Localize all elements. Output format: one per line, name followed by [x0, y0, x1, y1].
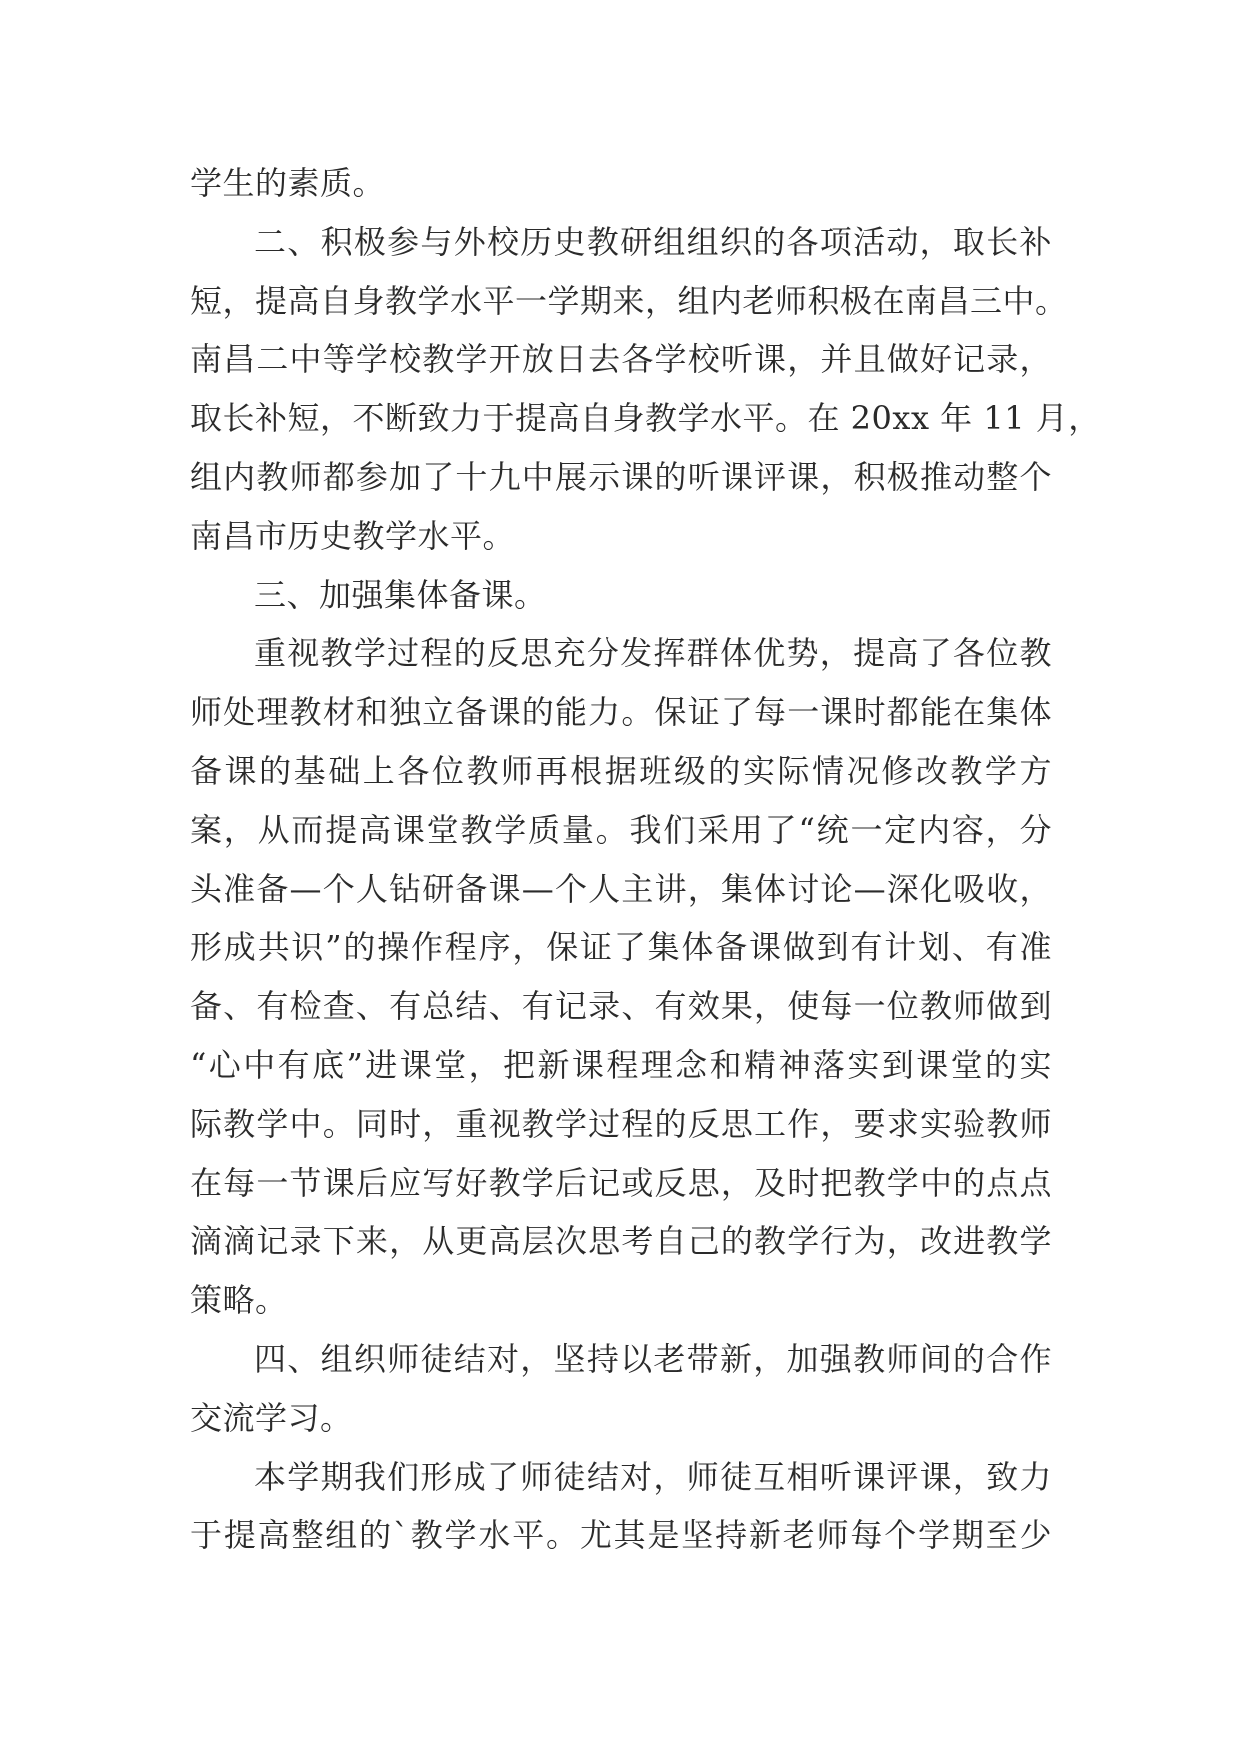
- section-heading-4: 四、组织师徒结对，坚持以老带新，加强教师间的合作: [254, 1339, 1052, 1378]
- text-line-22: 交流学习。: [190, 1398, 353, 1437]
- paragraph-start-line: 重视教学过程的反思充分发挥群体优势，提高了各位教: [254, 634, 1052, 673]
- text-line-15: 备、有检查、有总结、有记录、有效果，使每一位教师做到: [190, 987, 1052, 1026]
- text-line-3: 短，提高自身教学水平一学期来，组内老师积极在南昌三中。: [190, 281, 1068, 320]
- paragraph-start-line-2: 本学期我们形成了师徒结对，师徒互相听课评课，致力: [254, 1457, 1052, 1496]
- document-body: [190, 154, 1101, 1565]
- text-line-16: “心中有底”进课堂，把新课程理念和精神落实到课堂的实: [190, 1045, 1052, 1084]
- text-line-13: 头准备—个人钻研备课—个人主讲，集体讨论—深化吸收，: [190, 869, 1052, 908]
- text-line-20: 策略。: [190, 1281, 288, 1320]
- text-line-24: 于提高整组的`教学水平。尤其是坚持新老师每个学期至少: [190, 1516, 1052, 1555]
- text-line-14: 形成共识”的操作程序，保证了集体备课做到有计划、有准: [190, 928, 1052, 967]
- text-line-1: 学生的素质。: [190, 164, 386, 202]
- text-line-6: 组内教师都参加了十九中展示课的听课评课，积极推动整个: [190, 457, 1052, 496]
- text-line-11: 备课的基础上各位教师再根据班级的实际情况修改教学方: [190, 751, 1052, 790]
- section-heading-2: 二、积极参与外校历史教研组组织的各项活动，取长补: [254, 222, 1052, 261]
- text-line-7: 南昌市历史教学水平。: [190, 516, 516, 555]
- text-line-12: 案，从而提高课堂教学质量。我们采用了“统一定内容，分: [190, 810, 1052, 849]
- text-line-5: 取长补短，不断致力于提高自身教学水平。在 20xx 年 11 月，: [190, 399, 1101, 438]
- text-line-17: 际教学中。同时，重视教学过程的反思工作，要求实验教师: [190, 1104, 1052, 1143]
- text-line-10: 师处理教材和独立备课的能力。保证了每一课时都能在集体: [190, 693, 1052, 732]
- text-line-4: 南昌二中等学校教学开放日去各学校听课，并且做好记录，: [190, 340, 1052, 379]
- text-line-18: 在每一节课后应写好教学后记或反思，及时把教学中的点点: [190, 1163, 1052, 1202]
- section-heading-3: 三、加强集体备课。: [254, 575, 547, 614]
- text-line-19: 滴滴记录下来，从更高层次思考自己的教学行为，改进教学: [190, 1222, 1052, 1261]
